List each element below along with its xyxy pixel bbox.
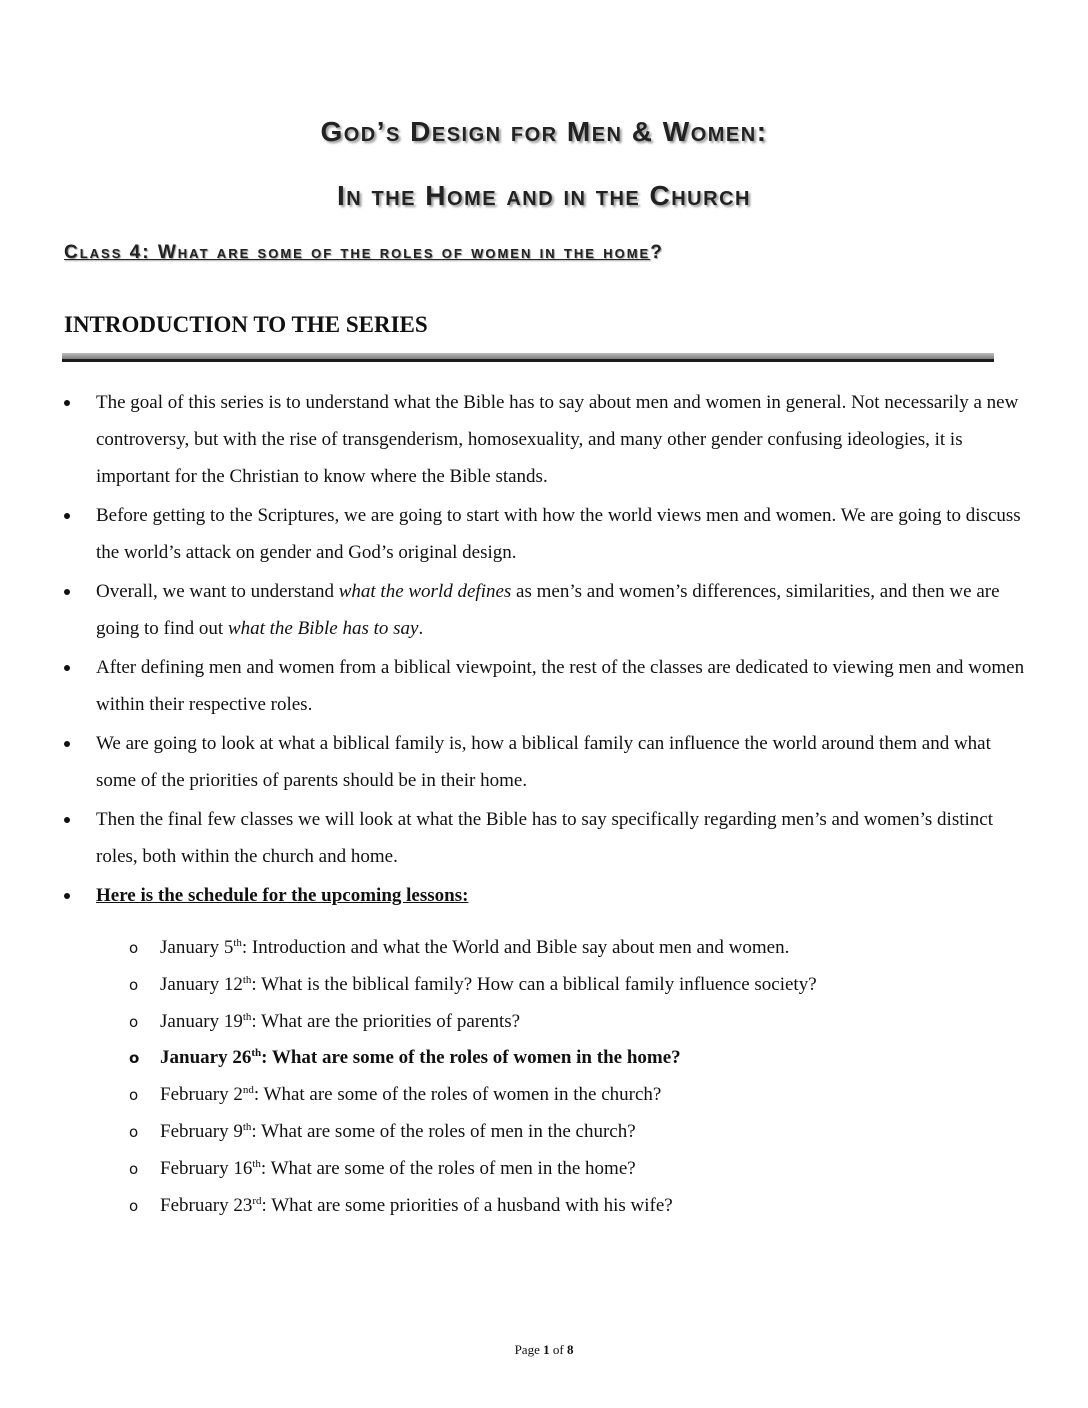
page-label: Page [514,1342,540,1357]
page-footer [0,1342,1088,1358]
schedule-date: January 5 [160,937,234,958]
circle-bullet-icon: o [129,1196,139,1215]
schedule-date: January 26 [160,1047,252,1069]
bullet-dot-icon [64,665,70,671]
schedule-item [0,1188,1088,1225]
bullet-dot-icon [64,893,70,899]
total-pages-number: 8 [566,1342,574,1357]
bullet-dot-icon [64,589,70,595]
schedule-date: February 23 [160,1194,253,1216]
bullet-item [0,573,1088,647]
schedule-date: January 12 [160,973,243,995]
schedule-topic: : What are some of the roles of women in the church? [253,1084,662,1106]
bullet-text: Then the final few classes we will look at what the Bible has to say specifically regarding men’s and women’s distinct roles, both within the church and home. [96,809,993,867]
schedule-topic: : What are the priorities of parents? [251,1010,521,1032]
schedule-item [0,1114,1088,1151]
schedule-item [0,1151,1088,1188]
circle-bullet-icon: o [129,1122,139,1141]
schedule-date: January 19 [160,1010,243,1032]
circle-bullet-icon: o [129,1012,139,1031]
schedule-date: February 16 [160,1157,253,1179]
schedule-item [0,930,1088,967]
date-suffix: th [252,1157,261,1170]
bullet-text: Before getting to the Scriptures, we are going to start with how the world views men and women. We are going to discuss the world’s attack on gender and God’s original design. [96,505,1021,563]
schedule-date: February 9 [160,1120,243,1142]
schedule-item [0,1004,1088,1041]
bullet-italic-text: what the Bible has to say [227,618,419,639]
schedule-item [0,967,1088,1004]
schedule-list [0,930,1088,1224]
schedule-item [0,1077,1088,1114]
bullet-text: as men’s and women’s differences, similarities, and then we are going to find out [96,581,1000,639]
bullet-text: We are going to look at what a biblical family is, how a biblical family can influence the world around them and what some of the priorities of parents should be in their home. [96,733,991,791]
class-heading-question-mark: ? [650,242,664,263]
schedule-topic: : What are some priorities of a husband with his wife? [261,1194,673,1216]
bullet-item [0,725,1088,799]
schedule-topic: : What are some of the roles of women in the home? [261,1047,681,1069]
bullet-italic-text: what the world defines [338,581,512,602]
circle-bullet-icon: o [129,1049,140,1068]
date-suffix: th [242,973,252,986]
date-suffix: th [233,937,242,949]
date-suffix: rd [252,1194,262,1207]
bullet-dot-icon [64,400,70,406]
section-heading: INTRODUCTION TO THE SERIES [64,312,428,337]
schedule-topic: : What are some of the roles of men in the home? [260,1157,636,1179]
bullet-text: After defining men and women from a biblical viewpoint, the rest of the classes are dedicated to viewing men and women within their respective roles. [96,657,1025,715]
bullet-item [0,384,1088,495]
circle-bullet-icon: o [129,975,139,994]
bullet-item [0,649,1088,723]
circle-bullet-icon: o [129,1159,139,1178]
schedule-heading: Here is the schedule for the upcoming lessons: [96,885,469,906]
document-subtitle: In the Home and in the Church [337,180,751,211]
current-page-number: 1 [543,1342,550,1357]
date-suffix: th [251,1047,262,1060]
bullet-item [0,497,1088,571]
bullet-dot-icon [64,817,70,823]
date-suffix: th [242,1010,252,1023]
section-divider [62,353,994,362]
bullet-text: . [418,618,424,639]
circle-bullet-icon: o [129,939,139,957]
bullet-dot-icon [64,513,70,519]
date-suffix: th [242,1120,252,1133]
schedule-topic: : Introduction and what the World and Bible say about men and women. [241,937,790,958]
circle-bullet-icon: o [129,1086,139,1105]
of-label: of [552,1342,564,1357]
bullet-item [0,801,1088,875]
document-title: God’s Design for Men & Women: [320,116,768,147]
bullet-item [0,877,1088,914]
bullet-dot-icon [64,741,70,747]
schedule-date: February 2 [160,1084,243,1106]
class-heading [64,242,964,264]
date-suffix: nd [242,1084,254,1097]
bullet-text: The goal of this series is to understand what the Bible has to say about men and women in general. Not necessarily a new controversy, but with the rise of transgenderism, homosexuality, and many other gender confusing ideologies, it is important for the Christian to know where the Bible stands. [96,392,1019,487]
schedule-topic: : What is the biblical family? How can a biblical family influence society? [251,973,817,995]
intro-bullet-list [0,384,1088,916]
schedule-topic: : What are some of the roles of men in the church? [251,1120,636,1142]
schedule-item-current [0,1040,1088,1077]
bullet-text: Overall, we want to understand [96,581,339,602]
class-heading-text: Class 4: What are some of the roles of women in the home [64,242,651,263]
